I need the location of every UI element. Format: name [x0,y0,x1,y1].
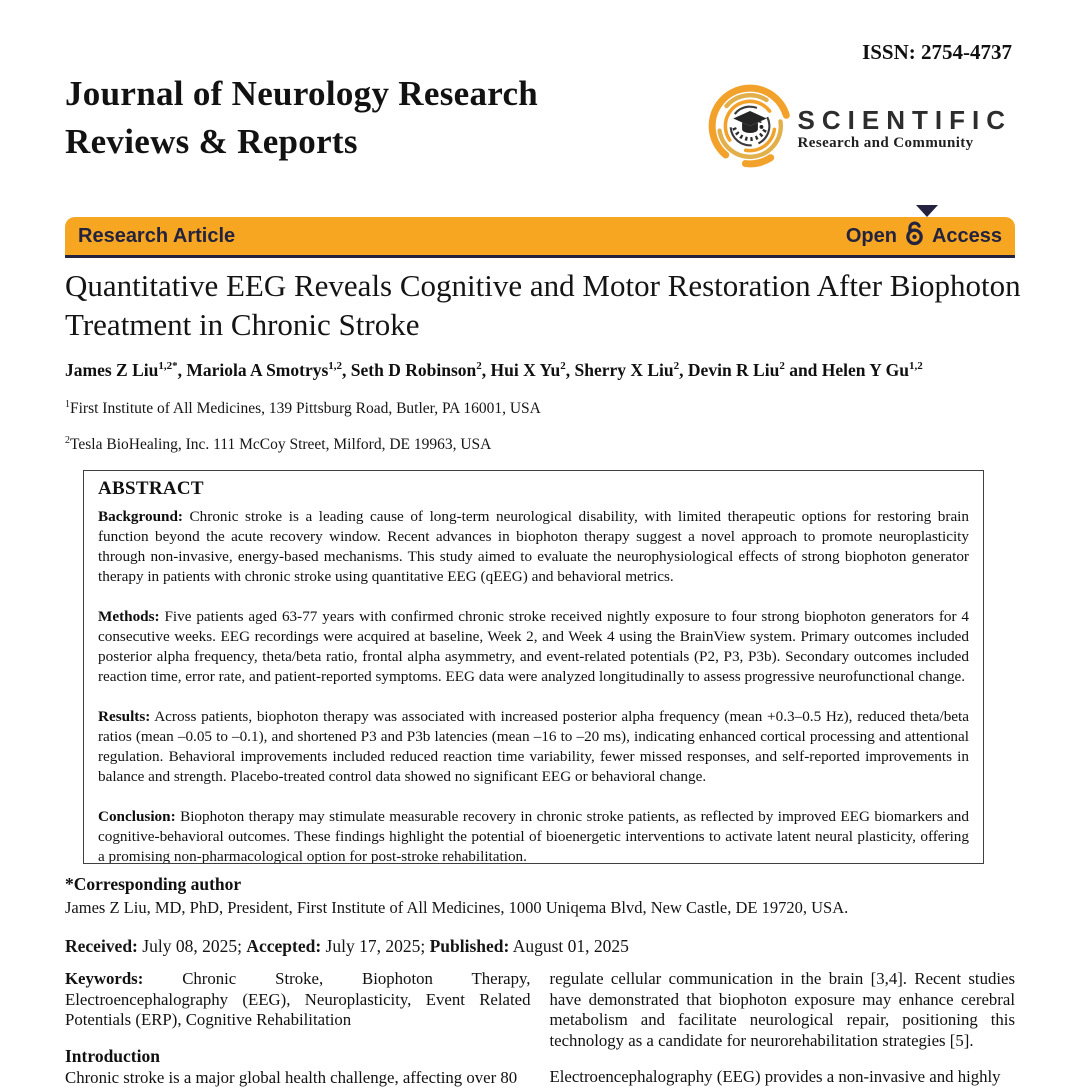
author-name: Seth D Robinson [350,360,477,380]
abstract-heading: ABSTRACT [98,478,204,499]
author-superscript: 1,2 [908,360,923,373]
published-label: Published: [429,936,510,956]
author-line [65,360,1015,381]
affiliation-line [65,399,541,418]
body-paragraph: regulate cellular communication in the brain [3,4]. Recent studies have demonstrated that biophoton exposure may enhance cerebral metabolism and facilitate neurological repair, positioning this technology as a candidate for neurorehabilitation strategies [5]. [549,969,1015,1050]
journal-title-line1: Journal of Neurology Research [65,74,539,113]
author-superscript: 1,2 [328,360,343,373]
author [491,360,575,380]
author-separator: and [784,360,822,380]
logo-text [798,106,1012,152]
journal-title [65,70,538,166]
logo-tagline: Research and Community [797,134,974,151]
banner-notch-icon [916,205,938,217]
affiliation-line [65,435,491,454]
affiliation-text: First Institute of All Medicines, 139 Pittsburg Road, Butler, PA 16001, USA [70,400,541,418]
abstract-section-label: Methods: [98,608,160,625]
dates-line [65,936,629,957]
author [574,360,687,380]
author [65,360,186,380]
article-type-banner [65,217,1015,258]
author-superscript: 2 [560,360,566,373]
logo-emblem-icon [704,82,796,175]
author-separator: , [679,360,688,380]
article-title: Quantitative EEG Reveals Cognitive and Motor Restoration After Biophoton Treatment in Chronic Stroke [65,268,1021,342]
received-value: July 08, 2025; [137,936,247,956]
affiliation-superscript: 1 [65,399,70,410]
open-access-badge [846,220,1002,252]
keywords-text: Chronic Stroke, Biophoton Therapy, Electroencephalography (EEG), Neuroplasticity, Event Related Potentials (ERP), Cognitive Rehabilitation [65,969,531,1029]
author [822,360,923,380]
author-name: Helen Y Gu [821,360,909,380]
published-value: August 01, 2025 [509,936,629,956]
author-name: Sherry X Liu [574,360,674,380]
author-separator: , [565,360,575,380]
open-access-lock-icon [904,220,925,252]
author [688,360,822,380]
author [351,360,491,380]
abstract-section-text: Five patients aged 63-77 years with confirmed chronic stroke received nightly exposure to four strong biophoton generators for 4 consecutive weeks. EEG recordings were acquired at baseline, Week 2, and Week 4 using the BrainView system. Primary outcomes included posterior alpha frequency, theta/beta ratio, frontal alpha asymmetry, and event-related potentials (P2, P3, P3b). Secondary outcomes included reaction time, error rate, and patient-reported symptoms. EEG data were analyzed longitudinally to assess progressive neurofunctional change. [98,608,969,685]
abstract-box [83,470,984,864]
left-column [65,969,531,1089]
author-separator: , [342,360,351,380]
abstract-section-results [98,707,969,787]
corresponding-author-heading: *Corresponding author [65,874,242,894]
author-name: Mariola A Smotrys [186,360,329,380]
journal-title-line2: Reviews & Reports [65,122,358,161]
publisher-logo [704,82,1012,175]
affiliation-text: Tesla BioHealing, Inc. 111 McCoy Street, Milford, DE 19963, USA [70,436,492,454]
introduction-paragraph: Chronic stroke is a major global health challenge, affecting over 80 [65,1068,518,1087]
received-label: Received: [65,936,138,956]
abstract-section-text: Biophoton therapy may stimulate measurable recovery in chronic stroke patients, as reflected by improved EEG biomarkers and cognitive-behavioral outcomes. These findings highlight the potential of bioenergetic interventions to activate latent neural plasticity, offering a promising non-pharmacological option for post-stroke rehabilitation. [98,808,969,864]
accepted-value: July 17, 2025; [321,936,430,956]
abstract-section-conclusion [98,807,969,864]
abstract-section-text: Chronic stroke is a leading cause of long-term neurological disability, with limited therapeutic options for restoring brain function beyond the acute recovery window. Recent advances in biophoton therapy suggest a novel approach to promote neuroplasticity through non-invasive, energy-based mechanisms. This study aimed to evaluate the neurophysiological effects of strong biophoton generator therapy in patients with chronic stroke using quantitative EEG (qEEG) and behavioral metrics. [98,508,969,585]
introduction-heading: Introduction [65,1045,160,1066]
abstract-section-text: Across patients, biophoton therapy was associated with increased posterior alpha frequency (mean +0.3–0.5 Hz), reduced theta/beta ratios (mean –0.05 to –0.1), and shortened P3 and P3b latencies (mean –16 to –20 ms), indicating enhanced cortical processing and attentional regulation. Behavioral improvements included reduced reaction time variability, fewer missed responses, and self-reported improvements in balance and strength. Placebo-treated control data showed no significant EEG or behavioral change. [98,708,969,785]
author-superscript: 2 [673,360,680,373]
article-type-label: Research Article [78,224,236,247]
access-word: Access [931,224,1002,247]
affiliation-superscript: 2 [65,435,70,446]
author-superscript: 2 [476,360,482,373]
author-superscript: 2 [779,360,785,373]
abstract-section-background [98,507,969,587]
abstract-section-methods [98,607,969,687]
abstract-section-label: Conclusion: [98,808,176,825]
author-separator: , [481,360,491,380]
corresponding-author-text: James Z Liu, MD, PhD, President, First Institute of All Medicines, 1000 Uniqema Blvd, New Castle, DE 19720, USA. [65,898,849,917]
accepted-label: Accepted: [246,936,322,956]
logo-brand: SCIENTIFIC [797,104,1012,135]
abstract-section-label: Results: [98,708,151,725]
open-word: Open [845,224,897,247]
author-name: Devin R Liu [687,360,780,380]
keywords-paragraph [65,969,531,1031]
author [186,360,350,380]
body-columns [65,969,1015,1089]
body-paragraph: Electroencephalography (EEG) provides a non-invasive and highly [549,1067,1001,1086]
author-name: James Z Liu [65,360,159,380]
author-separator: , [177,360,187,380]
issn-text: ISSN: 2754-4737 [862,40,1012,64]
abstract-section-label: Background: [98,508,183,525]
author-superscript: 1,2* [158,360,178,373]
keywords-label: Keywords: [65,969,144,988]
author-name: Hui X Yu [490,360,561,380]
right-column [550,969,1016,1089]
